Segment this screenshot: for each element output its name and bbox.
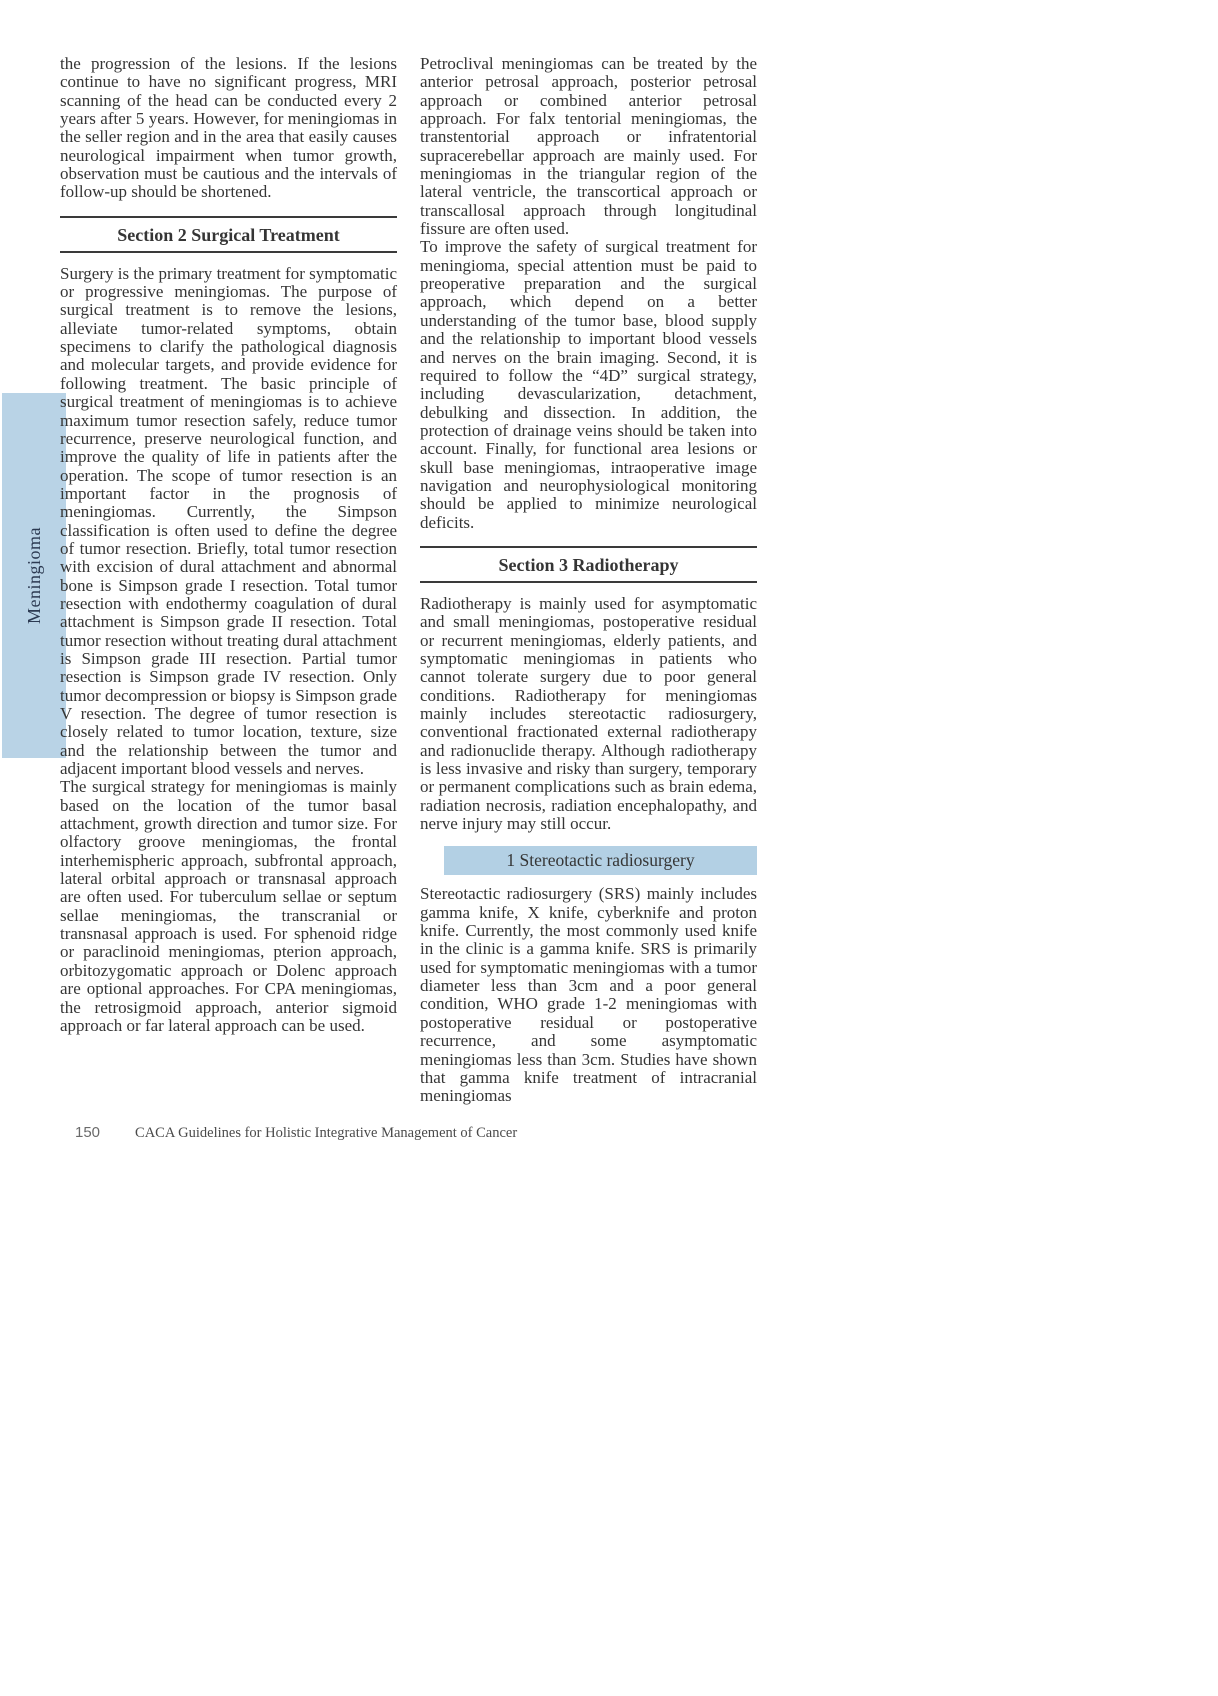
paragraph-radiotherapy-overview: Radiotherapy is mainly used for asymptomatic and small meningiomas, postoperative residual or recurrent meningiomas, elderly patients, and symptomatic meningiomas in patients who cannot tolerate surgery due to poor general conditions. Radiotherapy for meningiomas mainly includes stereotactic radiosurgery, conventional fractionated external radiotherapy and radionuclide therapy. Although radiotherapy is less invasive and risky than surgery, temporary or permanent complications such as brain edema, radiation necrosis, radiation encephalopathy, and nerve injury may still occur. [420, 593, 757, 834]
paragraph-skull-base-approaches: Petroclival meningiomas can be treated by the anterior petrosal approach, posterior petrosal approach or combined anterior petrosal approach. For falx tentorial meningiomas, the transtentorial approach or infratentorial supracerebellar approach are mainly used. For meningiomas in the triangular region of the lateral ventricle, the transcortical approach or transcallosal approach through longitudinal fissure are often used. [420, 54, 757, 239]
srs-subsection-heading: 1 Stereotactic radiosurgery [444, 846, 757, 875]
paragraph-surgery-principles: Surgery is the primary treatment for symptomatic or progressive meningiomas. The purpose of surgical treatment is to remove the lesions, alleviate tumor-related symptoms, obtain specimens to clarify the pathological diagnosis and molecular targets, and provide evidence for following treatment. The basic principle of surgical treatment of meningiomas is to achieve maximum tumor resection safely, reduce tumor recurrence, preserve neurological function, and improve the quality of life in patients after the operation. The scope of tumor resection is an important factor in the prognosis of meningiomas. Currently, the Simpson classification is often used to define the degree of tumor resection. Briefly, total tumor resection with excision of dural attachment and abnormal bone is Simpson grade I resection. Total tumor resection with endothermy coagulation of dural attachment is Simpson grade II resection. Total tumor resection without treating dural attachment is Simpson grade III resection. Partial tumor resection is Simpson grade IV resection. Only tumor decompression or biopsy is Simpson grade V resection. The degree of tumor resection is closely related to tumor location, texture, size and the relationship between the tumor and adjacent important blood vessels and nerves. [60, 263, 397, 779]
paragraph-surgical-safety: To improve the safety of surgical treatment for meningioma, special attention must be paid to preoperative preparation and the surgical approach, which depend on a better understanding of the tumor base, blood supply and the relationship to important blood vessels and nerves on the brain imaging. Second, it is required to follow the “4D” surgical strategy, including devascularization, detachment, debulking and dissection. In addition, the protection of drainage veins should be taken into account. Finally, for functional area lesions or skull base meningiomas, intraoperative image navigation and neurophysiological monitoring should be applied to minimize neurological deficits. [420, 237, 757, 532]
chapter-tab-label: Meningioma [23, 527, 44, 624]
section-3-heading: Section 3 Radiotherapy [420, 546, 757, 583]
section-2-heading: Section 2 Surgical Treatment [60, 216, 397, 253]
right-column [420, 55, 757, 1106]
paragraph-surgical-strategy: The surgical strategy for meningiomas is mainly based on the location of the tumor basal attachment, growth direction and tumor size. For olfactory groove meningiomas, the frontal interhemispheric approach, subfrontal approach, lateral orbital approach or transnasal approach are often used. For tuberculum sellae or septum sellae meningiomas, the transcranial or transnasal approach is used. For sphenoid ridge or paraclinoid meningiomas, pterion approach, orbitozygomatic approach or Dolenc approach are optional approaches. For CPA meningiomas, the retrosigmoid approach, anterior sigmoid approach or far lateral approach can be used. [60, 777, 397, 1035]
left-column [60, 55, 397, 1035]
chapter-tab [2, 393, 66, 758]
paragraph-srs: Stereotactic radiosurgery (SRS) mainly includes gamma knife, X knife, cyberknife and proton knife. Currently, the most commonly used knife in the clinic is a gamma knife. SRS is primarily used for symptomatic meningiomas with a tumor diameter less than 3cm and a poor general condition, WHO grade 1-2 meningiomas with postoperative residual or postoperative recurrence, and some asymptomatic meningiomas less than 3cm. Studies have shown that gamma knife treatment of intracranial meningiomas [420, 884, 757, 1106]
paragraph-followup-observation: the progression of the lesions. If the lesions continue to have no significant progress, MRI scanning of the head can be conducted every 2 years after 5 years. However, for meningiomas in the seller region and in the area that easily causes neurological impairment when tumor growth, observation must be cautious and the intervals of follow-up should be shortened. [60, 54, 397, 202]
page-footer [75, 1124, 517, 1142]
footer-title: CACA Guidelines for Holistic Integrative Management of Cancer [135, 1125, 518, 1141]
page-number: 150 [75, 1124, 101, 1141]
